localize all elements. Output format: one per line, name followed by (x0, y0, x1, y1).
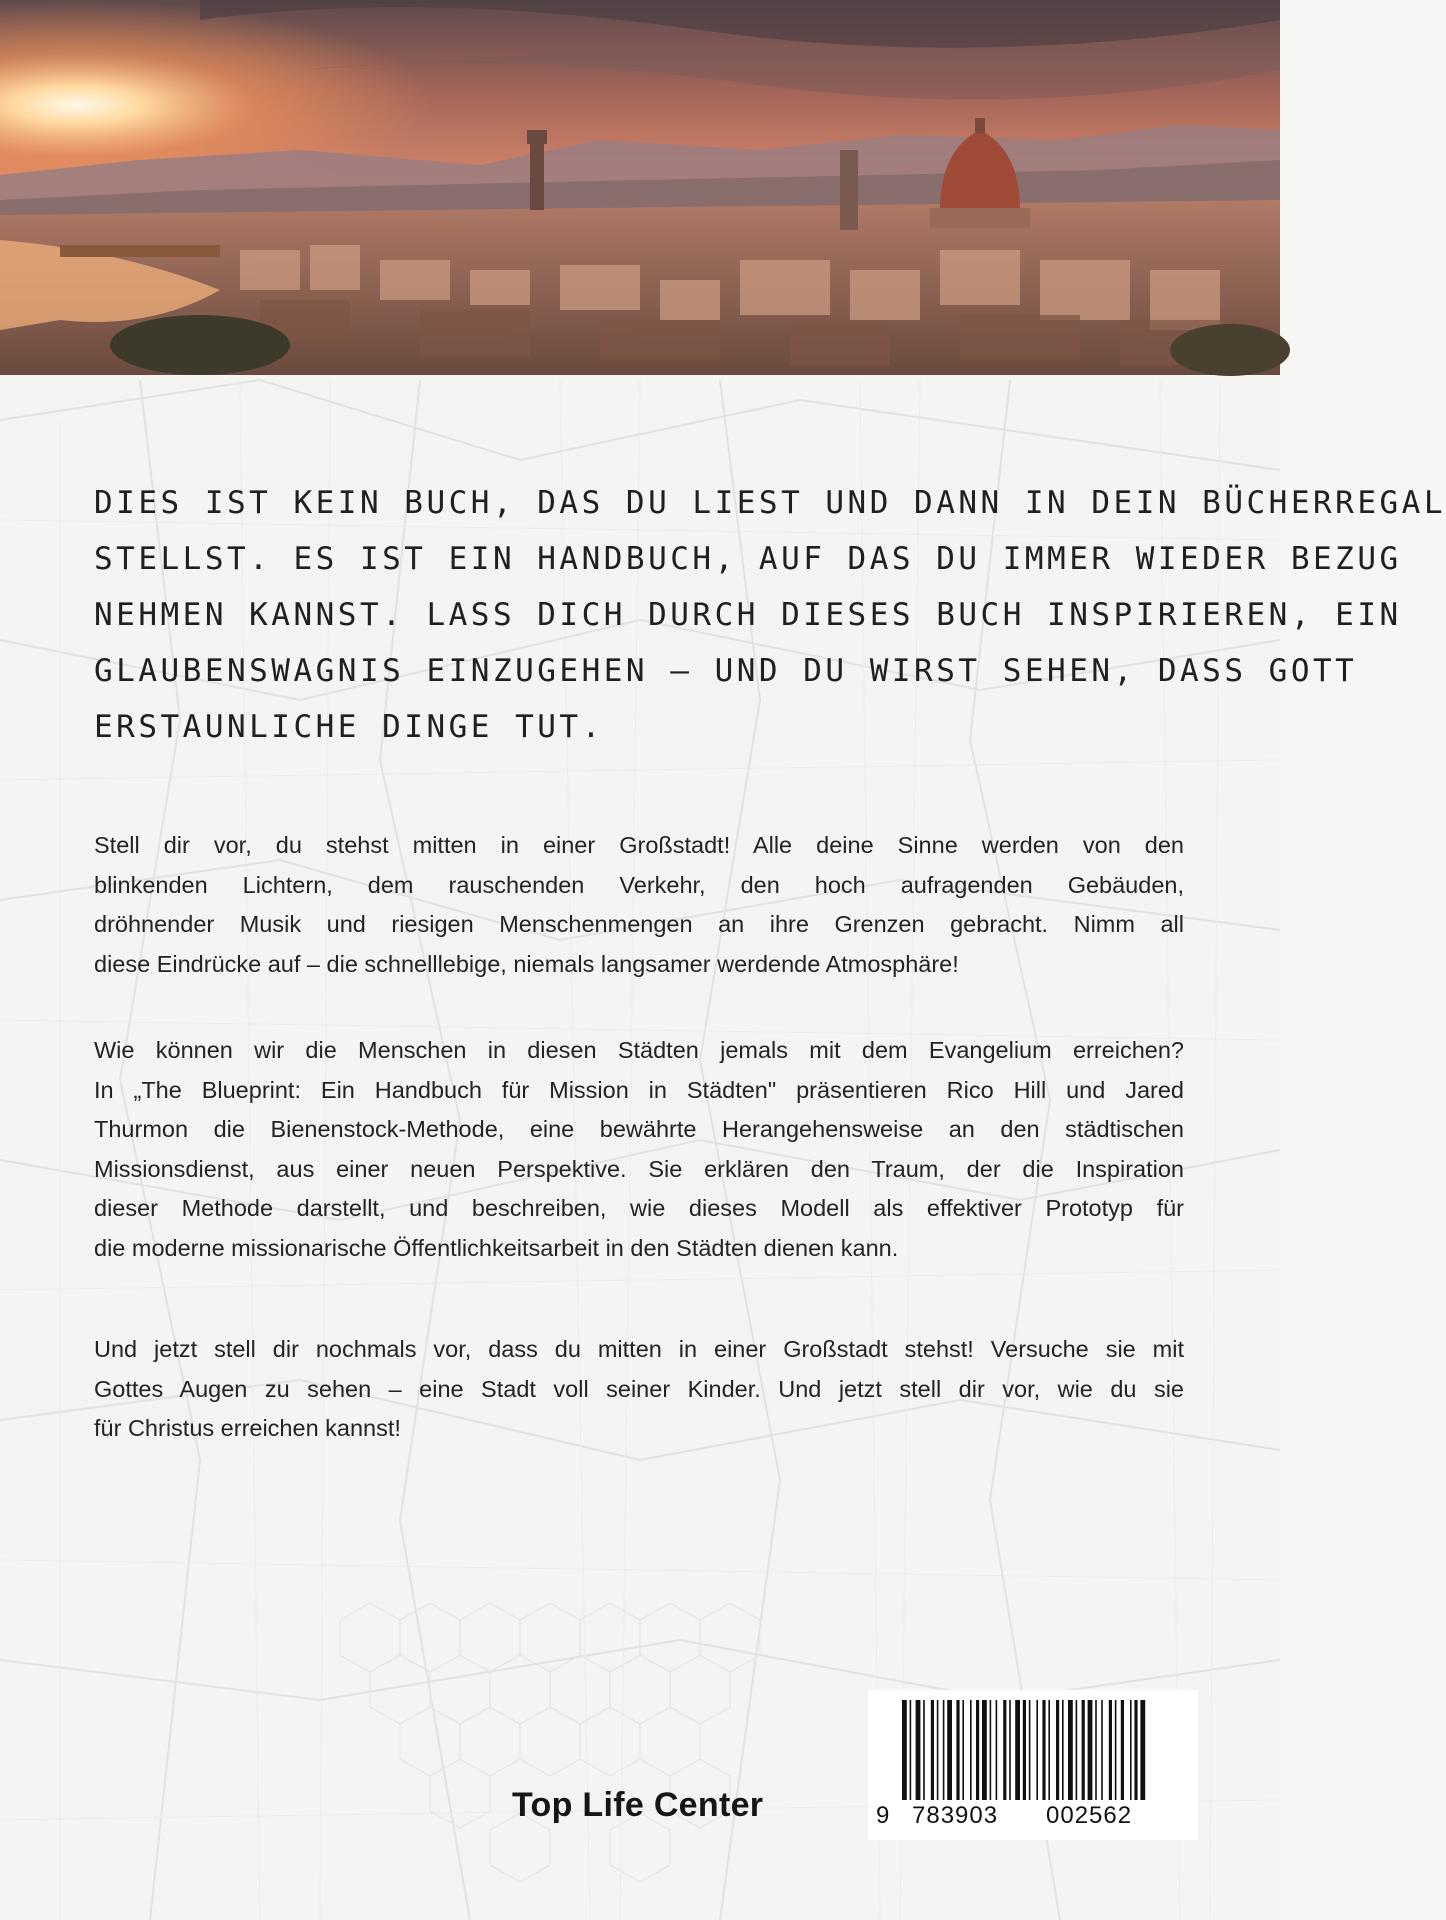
lead-line: GLAUBENSWAGNIS EINZUGEHEN – UND DU WIRST SEHEN, DASS GOTT (94, 653, 1358, 689)
text-line: Und jetzt stell dir nochmals vor, dass du mitten in einer Großstadt stehst! Versuche sie mit (94, 1336, 1184, 1362)
text-line: blinkenden Lichtern, dem rauschenden Verkehr, den hoch aufragenden Gebäuden, (94, 871, 1184, 898)
barcode-bar (923, 1700, 925, 1800)
paragraph-closing (94, 1330, 1184, 1449)
barcode-bar (956, 1700, 959, 1800)
text-line: Gottes Augen zu sehen – eine Stadt voll seiner Kinder. Und jetzt stell dir vor, wie du sie (94, 1375, 1184, 1402)
barcode-bar (1101, 1700, 1103, 1800)
paragraph-description (94, 1031, 1184, 1268)
barcode-bar (1036, 1700, 1038, 1800)
paragraph-intro (94, 826, 1184, 984)
isbn-middle-digits: 783903 (912, 1802, 999, 1829)
text-line: Wie können wir die Menschen in diesen Städten jemals mit dem Evangelium erreichen? (94, 1037, 1184, 1063)
lead-line: STELLST. ES IST EIN HANDBUCH, AUF DAS DU IMMER WIEDER BEZUG (94, 541, 1402, 577)
barcode-bar (970, 1700, 972, 1800)
barcode-bar (1003, 1700, 1006, 1800)
barcode-bar (1023, 1700, 1026, 1800)
barcode-bar (1068, 1700, 1073, 1800)
barcode-bar (1076, 1700, 1078, 1800)
text-line: dröhnender Musik und riesigen Menschenmengen an ihre Grenzen gebracht. Nimm all (94, 911, 1184, 937)
florence-skyline-photo (0, 0, 1280, 375)
barcode-bar (1121, 1700, 1124, 1800)
isbn-first-digit: 9 (876, 1802, 891, 1829)
barcode-bar (1042, 1700, 1045, 1800)
barcode-bar (1029, 1700, 1031, 1800)
barcode-bar (943, 1700, 945, 1800)
lead-line: NEHMEN KANNST. LASS DICH DURCH DIESES BUCH INSPIRIEREN, EIN (94, 597, 1402, 633)
barcode-bar (976, 1700, 979, 1800)
lead-tagline (94, 475, 1446, 755)
text-line: Stell dir vor, du stehst mitten in einer Großstadt! Alle deine Sinne werden von den (94, 832, 1184, 858)
text-line: Missionsdienst, aus einer neuen Perspektive. Sie erklären den Traum, der die Inspiration (94, 1155, 1184, 1182)
text-line: In „The Blueprint: Ein Handbuch für Mission in Städten" präsentieren Rico Hill und Jared (94, 1076, 1184, 1103)
barcode-bar (982, 1700, 987, 1800)
isbn-barcode (868, 1690, 1198, 1840)
barcode-bar (931, 1700, 934, 1800)
text-line: für Christus erreichen kannst! (94, 1415, 401, 1441)
barcode-bar (1134, 1700, 1137, 1800)
barcode-bar (1140, 1700, 1145, 1800)
barcode-bar (1048, 1700, 1050, 1800)
barcode-bar (1009, 1700, 1011, 1800)
barcode-bar (1130, 1700, 1132, 1800)
publisher-name: Top Life Center (512, 1786, 764, 1824)
barcode-bar (910, 1700, 912, 1800)
isbn-last-digits: 002562 (1046, 1802, 1133, 1829)
lead-line: DIES IST KEIN BUCH, DAS DU LIEST UND DANN IN DEIN BÜCHERREGAL (94, 485, 1446, 521)
barcode-bar (990, 1700, 992, 1800)
barcode-bar (916, 1700, 921, 1800)
barcode-bars (888, 1700, 1178, 1806)
text-line: diese Eindrücke auf – die schnelllebige, niemals langsamer werdende Atmosphäre! (94, 950, 959, 977)
barcode-bar (962, 1700, 964, 1800)
barcode-bar (996, 1700, 998, 1800)
barcode-bar (1109, 1700, 1112, 1800)
barcode-bar (1088, 1700, 1093, 1800)
barcode-bar (1115, 1700, 1117, 1800)
barcode-bar (1056, 1700, 1059, 1800)
barcode-bar (902, 1700, 907, 1800)
text-line: dieser Methode darstellt, und beschreiben, wie dieses Modell als effektiver Prototyp für (94, 1195, 1184, 1221)
lead-line: ERSTAUNLICHE DINGE TUT. (94, 709, 604, 745)
text-line: die moderne missionarische Öffentlichkeitsarbeit in den Städten dienen kann. (94, 1234, 899, 1261)
text-line: Thurmon die Bienenstock-Methode, eine bewährte Herangehensweise an den städtischen (94, 1116, 1184, 1142)
barcode-bar (1062, 1700, 1064, 1800)
barcode-bar (1095, 1700, 1097, 1800)
barcode-bar (1082, 1700, 1085, 1800)
barcode-bar (947, 1700, 952, 1800)
barcode-bar (937, 1700, 939, 1800)
barcode-bar (1015, 1700, 1020, 1800)
